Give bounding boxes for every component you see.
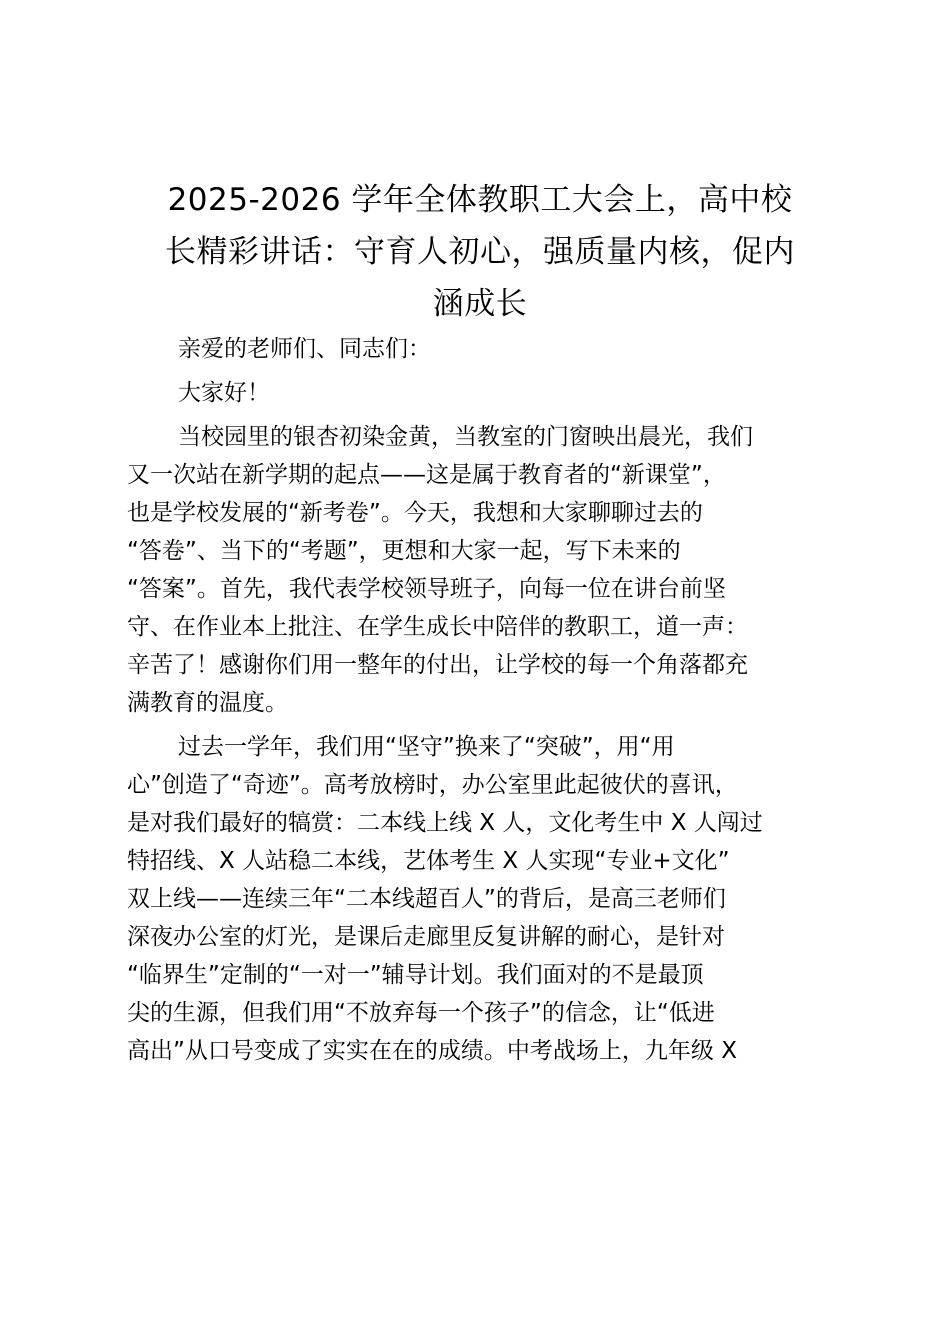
text-line: 双上线——连续三年“二本线超百人”的背后，是高三老师们 — [127, 886, 726, 912]
text-line: 也是学校发展的“新考卷”。今天，我想和大家聊聊过去的 — [127, 500, 703, 526]
text-line: 亲爱的老师们、同志们： — [178, 336, 431, 362]
document-body — [127, 330, 847, 1076]
greeting-paragraph — [127, 374, 847, 412]
document-title — [120, 174, 840, 330]
text-line: “临界生”定制的“一对一”辅导计划。我们面对的不是最顶 — [127, 962, 704, 988]
text-line: 深夜办公室的灯光，是课后走廊里反复讲解的耐心，是针对 — [127, 924, 725, 950]
text-line: 辛苦了！感谢你们用一整年的付出，让学校的每一个角落都充 — [127, 652, 748, 678]
text-line: “答案”。首先，我代表学校领导班子，向每一位在讲台前坚 — [127, 576, 726, 602]
salutation-paragraph — [127, 330, 847, 368]
title-line: 涵成长 — [432, 286, 528, 322]
title-line: 2025-2026 学年全体教职工大会上，高中校 — [167, 182, 793, 218]
title-line: 长精彩讲话：守育人初心，强质量内核，促内 — [165, 234, 795, 270]
text-line: “答卷”、当下的“考题”，更想和大家一起，写下未来的 — [127, 538, 681, 564]
text-line: 大家好！ — [178, 380, 270, 406]
text-line: 是对我们最好的犒赏：二本线上线 X 人，文化考生中 X 人闯过 — [127, 810, 763, 836]
body-paragraph — [127, 728, 847, 1070]
text-line: 守、在作业本上批注、在学生成长中陪伴的教职工，道一声： — [127, 614, 748, 640]
text-line: 又一次站在新学期的起点——这是属于教育者的“新课堂”， — [127, 462, 726, 488]
text-line: 特招线、X 人站稳二本线，艺体考生 X 人实现“专业+文化” — [127, 848, 730, 874]
text-line: 高出”从口号变成了实实在在的成绩。中考战场上，九年级 X — [127, 1038, 737, 1064]
text-line: 心”创造了“奇迹”。高考放榜时，办公室里此起彼伏的喜讯， — [127, 772, 738, 798]
body-paragraph — [127, 418, 847, 722]
text-line: 过去一学年，我们用“坚守”换来了“突破”，用“用 — [178, 734, 675, 760]
text-line: 满教育的温度。 — [127, 690, 288, 716]
text-line: 尖的生源，但我们用“不放弃每一个孩子”的信念，让“低进 — [127, 1000, 715, 1026]
text-line: 当校园里的银杏初染金黄，当教室的门窗映出晨光，我们 — [178, 424, 753, 450]
